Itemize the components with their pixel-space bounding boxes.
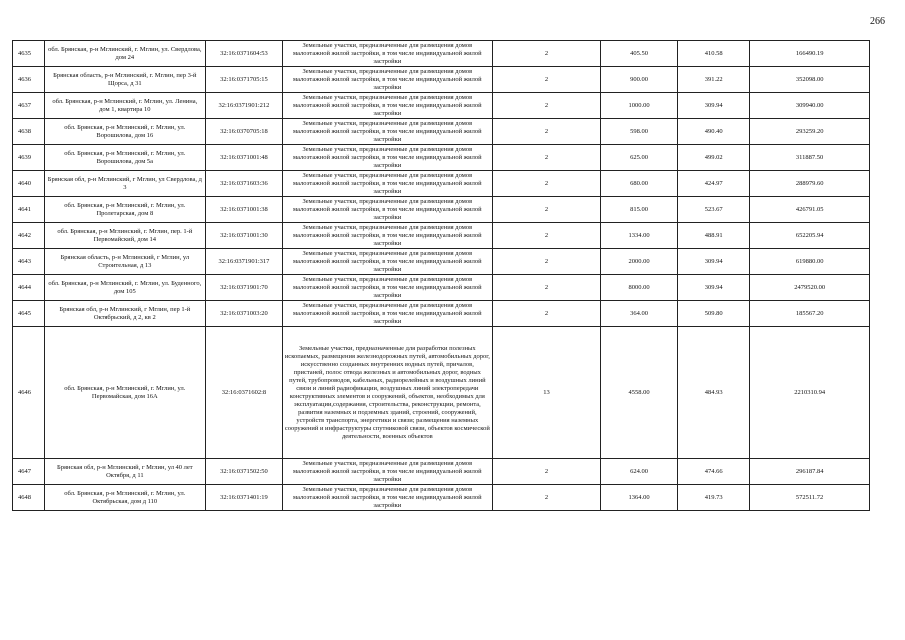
permitted-use-cell: Земельные участки, предназначенные для размещения домов малоэтажной жилой застройки, в том числе индивидуальной жилой застройки bbox=[282, 485, 492, 511]
specific-value-cell: 484.93 bbox=[678, 327, 750, 459]
permitted-use-cell: Земельные участки, предназначенные для размещения домов малоэтажной жилой застройки, в том числе индивидуальной жилой застройки bbox=[282, 197, 492, 223]
cadastral-value-cell: 426791.05 bbox=[750, 197, 870, 223]
address-cell: обл. Брянская, р-н Мглинский, г. Мглин, пер. 1-й Первомайский, дом 14 bbox=[44, 223, 205, 249]
group-cell: 2 bbox=[492, 223, 600, 249]
row-number-cell: 4646 bbox=[13, 327, 45, 459]
table-row bbox=[13, 223, 870, 249]
area-cell: 4558.00 bbox=[601, 327, 678, 459]
table-row bbox=[13, 67, 870, 93]
cadastral-number-cell: 32:16:0371705:15 bbox=[206, 67, 283, 93]
cadastral-value-cell: 352098.00 bbox=[750, 67, 870, 93]
address-cell: обл. Брянская, р-н Мглинский, г. Мглин, ул. Первомайская, дом 16А bbox=[44, 327, 205, 459]
area-cell: 1334.00 bbox=[601, 223, 678, 249]
specific-value-cell: 410.58 bbox=[678, 41, 750, 67]
permitted-use-cell: Земельные участки, предназначенные для размещения домов малоэтажной жилой застройки, в том числе индивидуальной жилой застройки bbox=[282, 93, 492, 119]
area-cell: 815.00 bbox=[601, 197, 678, 223]
permitted-use-cell: Земельные участки, предназначенные для размещения домов малоэтажной жилой застройки, в том числе индивидуальной жилой застройки bbox=[282, 145, 492, 171]
table-row bbox=[13, 327, 870, 459]
specific-value-cell: 509.80 bbox=[678, 301, 750, 327]
specific-value-cell: 391.22 bbox=[678, 67, 750, 93]
cadastral-value-cell: 2479520.00 bbox=[750, 275, 870, 301]
address-cell: обл. Брянская, р-н Мглинский, г. Мглин, ул. Октябрьская, дом д 110 bbox=[44, 485, 205, 511]
specific-value-cell: 499.02 bbox=[678, 145, 750, 171]
area-cell: 364.00 bbox=[601, 301, 678, 327]
specific-value-cell: 419.73 bbox=[678, 485, 750, 511]
permitted-use-cell: Земельные участки, предназначенные для размещения домов малоэтажной жилой застройки, в том числе индивидуальной жилой застройки bbox=[282, 171, 492, 197]
specific-value-cell: 490.40 bbox=[678, 119, 750, 145]
row-number-cell: 4642 bbox=[13, 223, 45, 249]
specific-value-cell: 523.67 bbox=[678, 197, 750, 223]
area-cell: 1000.00 bbox=[601, 93, 678, 119]
table-row bbox=[13, 459, 870, 485]
cadastral-value-cell: 309940.00 bbox=[750, 93, 870, 119]
permitted-use-cell: Земельные участки, предназначенные для размещения домов малоэтажной жилой застройки, в том числе индивидуальной жилой застройки bbox=[282, 275, 492, 301]
group-cell: 2 bbox=[492, 485, 600, 511]
row-number-cell: 4645 bbox=[13, 301, 45, 327]
cadastral-value-cell: 288979.60 bbox=[750, 171, 870, 197]
group-cell: 2 bbox=[492, 119, 600, 145]
cadastral-value-cell: 619880.00 bbox=[750, 249, 870, 275]
address-cell: Брянская область, р-н Мглинский, г Мглин, ул Строительная, д 13 bbox=[44, 249, 205, 275]
area-cell: 8000.00 bbox=[601, 275, 678, 301]
row-number-cell: 4639 bbox=[13, 145, 45, 171]
address-cell: обл. Брянская, р-н Мглинский, г. Мглин, ул. Свердлова, дом 24 bbox=[44, 41, 205, 67]
group-cell: 2 bbox=[492, 145, 600, 171]
cadastral-value-table bbox=[12, 40, 870, 511]
group-cell: 2 bbox=[492, 301, 600, 327]
cadastral-number-cell: 32:16:0371901:70 bbox=[206, 275, 283, 301]
cadastral-value-cell: 572511.72 bbox=[750, 485, 870, 511]
specific-value-cell: 309.94 bbox=[678, 275, 750, 301]
specific-value-cell: 309.94 bbox=[678, 93, 750, 119]
cadastral-number-cell: 32:16:0371901:317 bbox=[206, 249, 283, 275]
cadastral-number-cell: 32:16:0371502:50 bbox=[206, 459, 283, 485]
group-cell: 2 bbox=[492, 459, 600, 485]
address-cell: обл. Брянская, р-н Мглинский, г. Мглин, ул. Пролетарская, дом 8 bbox=[44, 197, 205, 223]
cadastral-number-cell: 32:16:0371001:38 bbox=[206, 197, 283, 223]
address-cell: Брянская обл, р-н Мглинский, г Мглин, ул Свердлова, д 3 bbox=[44, 171, 205, 197]
cadastral-value-cell: 166490.19 bbox=[750, 41, 870, 67]
row-number-cell: 4637 bbox=[13, 93, 45, 119]
area-cell: 405.50 bbox=[601, 41, 678, 67]
table-row bbox=[13, 145, 870, 171]
group-cell: 2 bbox=[492, 275, 600, 301]
permitted-use-cell: Земельные участки, предназначенные для размещения домов малоэтажной жилой застройки, в том числе индивидуальной жилой застройки bbox=[282, 41, 492, 67]
row-number-cell: 4635 bbox=[13, 41, 45, 67]
table-row bbox=[13, 485, 870, 511]
row-number-cell: 4638 bbox=[13, 119, 45, 145]
permitted-use-cell: Земельные участки, предназначенные для размещения домов малоэтажной жилой застройки, в том числе индивидуальной жилой застройки bbox=[282, 119, 492, 145]
cadastral-number-cell: 32:16:0371401:19 bbox=[206, 485, 283, 511]
table-row bbox=[13, 171, 870, 197]
table-row bbox=[13, 93, 870, 119]
group-cell: 2 bbox=[492, 67, 600, 93]
row-number-cell: 4640 bbox=[13, 171, 45, 197]
cadastral-value-cell: 296187.84 bbox=[750, 459, 870, 485]
address-cell: Брянская обл, р-н Мглинский, г Мглин, ул 40 лет Октября, д 11 bbox=[44, 459, 205, 485]
group-cell: 13 bbox=[492, 327, 600, 459]
group-cell: 2 bbox=[492, 93, 600, 119]
cadastral-number-cell: 32:16:0371901:212 bbox=[206, 93, 283, 119]
table-row bbox=[13, 275, 870, 301]
group-cell: 2 bbox=[492, 197, 600, 223]
cadastral-number-cell: 32:16:0370705:18 bbox=[206, 119, 283, 145]
table-row bbox=[13, 41, 870, 67]
row-number-cell: 4643 bbox=[13, 249, 45, 275]
cadastral-number-cell: 32:16:0371603:36 bbox=[206, 171, 283, 197]
group-cell: 2 bbox=[492, 41, 600, 67]
cadastral-value-cell: 185567.20 bbox=[750, 301, 870, 327]
address-cell: обл. Брянская, р-н Мглинский, г. Мглин, ул. Буденного, дом 105 bbox=[44, 275, 205, 301]
row-number-cell: 4644 bbox=[13, 275, 45, 301]
permitted-use-cell: Земельные участки, предназначенные для размещения домов малоэтажной жилой застройки, в том числе индивидуальной жилой застройки bbox=[282, 67, 492, 93]
cadastral-number-cell: 32:16:0371602:8 bbox=[206, 327, 283, 459]
row-number-cell: 4647 bbox=[13, 459, 45, 485]
specific-value-cell: 474.66 bbox=[678, 459, 750, 485]
cadastral-number-cell: 32:16:0371001:48 bbox=[206, 145, 283, 171]
table-row bbox=[13, 197, 870, 223]
table-row bbox=[13, 249, 870, 275]
row-number-cell: 4648 bbox=[13, 485, 45, 511]
area-cell: 900.00 bbox=[601, 67, 678, 93]
row-number-cell: 4636 bbox=[13, 67, 45, 93]
group-cell: 2 bbox=[492, 249, 600, 275]
permitted-use-cell: Земельные участки, предназначенные для размещения домов малоэтажной жилой застройки, в том числе индивидуальной жилой застройки bbox=[282, 301, 492, 327]
cadastral-value-cell: 652205.94 bbox=[750, 223, 870, 249]
cadastral-number-cell: 32:16:0371001:30 bbox=[206, 223, 283, 249]
cadastral-number-cell: 32:16:0371003:20 bbox=[206, 301, 283, 327]
permitted-use-cell: Земельные участки, предназначенные для размещения домов малоэтажной жилой застройки, в том числе индивидуальной жилой застройки bbox=[282, 459, 492, 485]
cadastral-value-cell: 293259.20 bbox=[750, 119, 870, 145]
table-row bbox=[13, 119, 870, 145]
table-row bbox=[13, 301, 870, 327]
address-cell: обл. Брянская, р-н Мглинский, г. Мглин, ул. Ленина, дом 1, квартира 10 bbox=[44, 93, 205, 119]
permitted-use-cell: Земельные участки, предназначенные для разработки полезных ископаемых, размещения железнодорожных путей, автомобильных дорог, искусственно созданных внутренних водных путей, причалов, пристаней, полос отвода железных и автомобильных дорог, водных путей, трубопроводов, кабельных, радиорелейных и воздушных линий связи и линий радиофикации, воздушных линий электропередачи конструктивных элементов и сооружений, объектов, необходимых для эксплуатации,содержания, строительства, реконструкции, ремонта, развития наземных и подземных зданий, строений, сооружений, устройств транспорта, энергетики и связи; размещения наземных сооружений и инфраструктуры спутниковой связи, объектов космической деятельности, военных объектов bbox=[282, 327, 492, 459]
area-cell: 598.00 bbox=[601, 119, 678, 145]
area-cell: 624.00 bbox=[601, 459, 678, 485]
address-cell: обл. Брянская, р-н Мглинский, г. Мглин, ул. Ворошилова, дом 5а bbox=[44, 145, 205, 171]
cadastral-value-cell: 311887.50 bbox=[750, 145, 870, 171]
area-cell: 2000.00 bbox=[601, 249, 678, 275]
area-cell: 1364.00 bbox=[601, 485, 678, 511]
cadastral-number-cell: 32:16:0371604:53 bbox=[206, 41, 283, 67]
permitted-use-cell: Земельные участки, предназначенные для размещения домов малоэтажной жилой застройки, в том числе индивидуальной жилой застройки bbox=[282, 223, 492, 249]
specific-value-cell: 309.94 bbox=[678, 249, 750, 275]
area-cell: 625.00 bbox=[601, 145, 678, 171]
address-cell: Брянская обл, р-н Мглинский, г Мглин, пер 1-й Октябрьский, д 2, кв 2 bbox=[44, 301, 205, 327]
group-cell: 2 bbox=[492, 171, 600, 197]
address-cell: обл. Брянская, р-н Мглинский, г. Мглин, ул. Ворошилова, дом 16 bbox=[44, 119, 205, 145]
page-number: 266 bbox=[870, 16, 885, 27]
specific-value-cell: 424.97 bbox=[678, 171, 750, 197]
table-body bbox=[13, 41, 870, 511]
address-cell: Брянская область, р-н Мглинский, г. Мглин, пер 3-й Щорса, д 31 bbox=[44, 67, 205, 93]
permitted-use-cell: Земельные участки, предназначенные для размещения домов малоэтажной жилой застройки, в том числе индивидуальной жилой застройки bbox=[282, 249, 492, 275]
area-cell: 680.00 bbox=[601, 171, 678, 197]
row-number-cell: 4641 bbox=[13, 197, 45, 223]
cadastral-value-cell: 2210310.94 bbox=[750, 327, 870, 459]
specific-value-cell: 488.91 bbox=[678, 223, 750, 249]
